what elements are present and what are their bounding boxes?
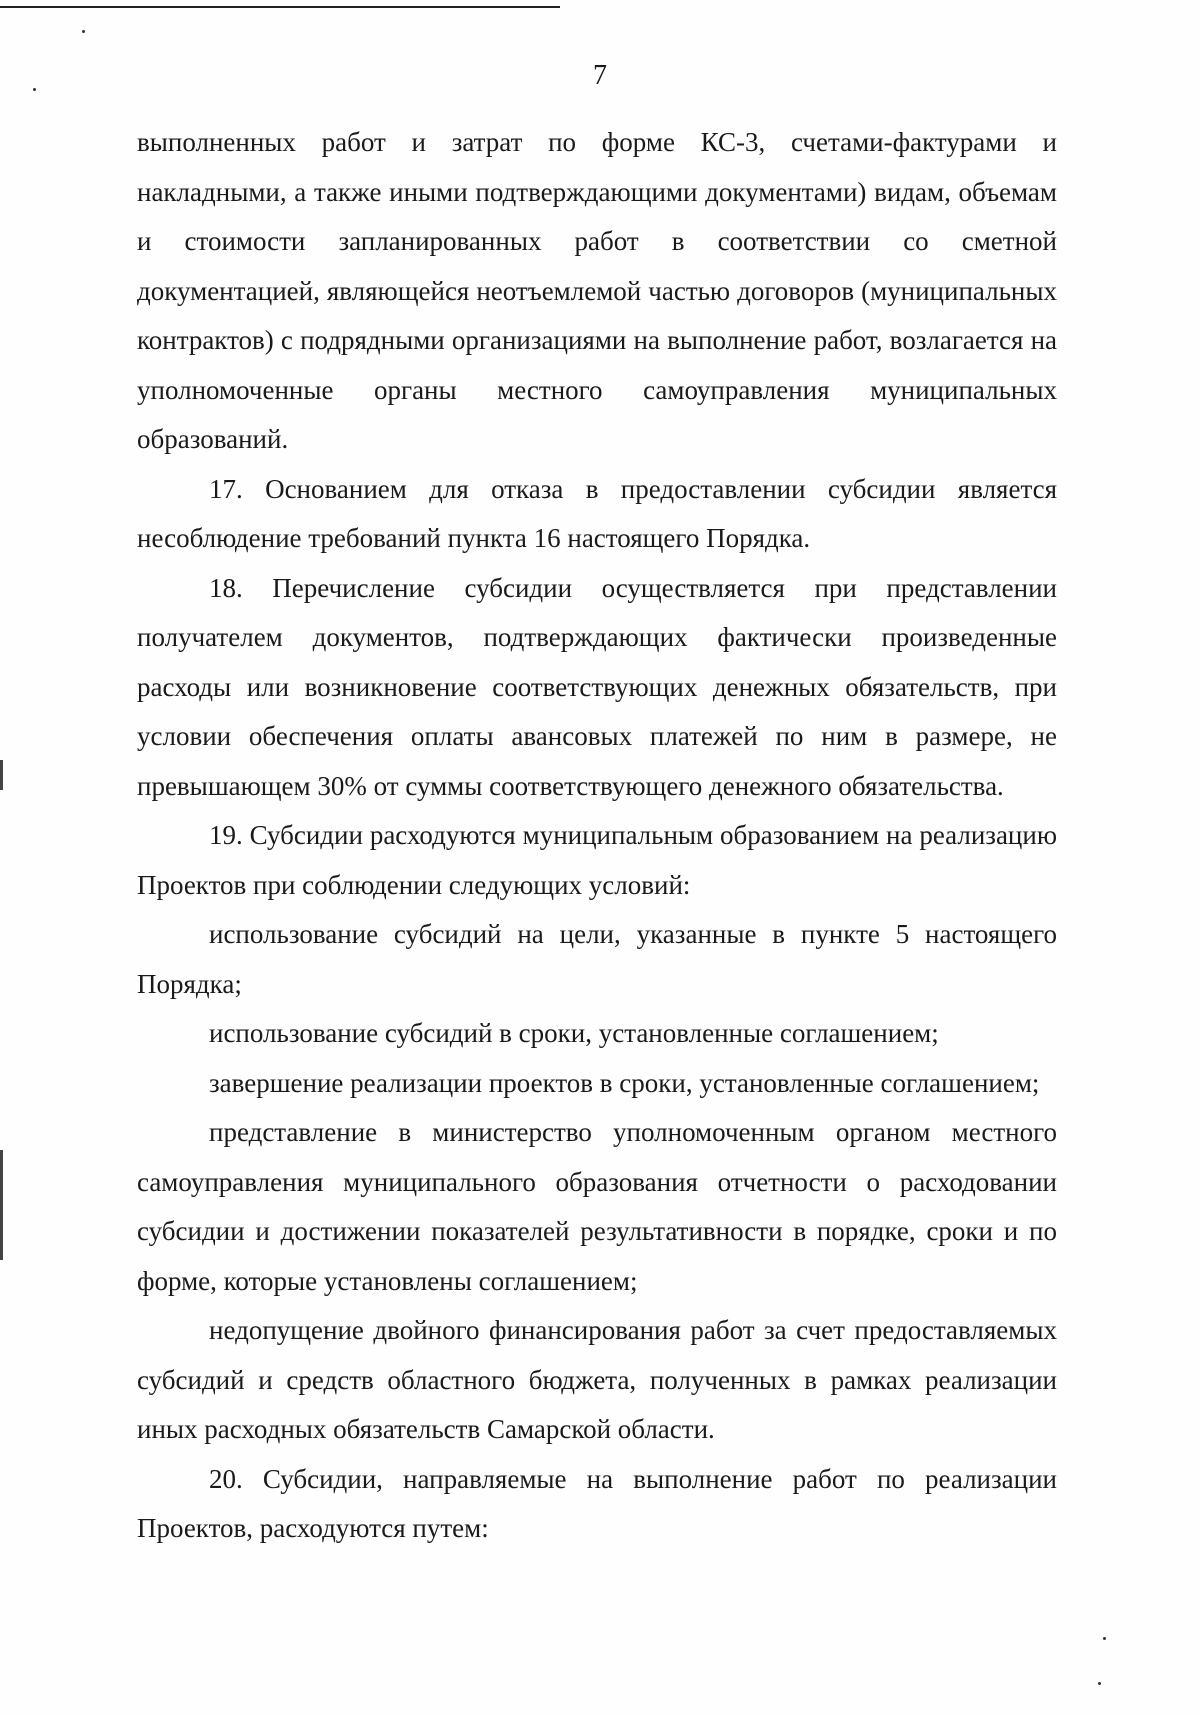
scan-top-line (0, 6, 560, 8)
scan-edge-mark (0, 1150, 3, 1260)
condition-item: представление в министерство уполномоченным органом местного самоуправления муниципального образования отчетности о расходовании субсидии и достижении показателей результативности в порядке, сроки и по форме, которые установлены соглашением; (137, 1117, 1057, 1296)
scan-speck (1103, 1637, 1106, 1640)
condition-item: использование субсидий на цели, указанные в пункте 5 настоящего Порядка; (137, 919, 1057, 999)
condition-item: завершение реализации проектов в сроки, установленные соглашением; (209, 1067, 1040, 1098)
paragraph-continuation: выполненных работ и затрат по форме КС-3, счетами-фактурами и накладными, а также иными подтверждающими документами) видам, объемам и стоимости запланированных работ в соответствии со сметной документацией, являющейся неотъемлемой частью договоров (муниципальных контрактов) с подрядными организациями на выполнение работ, возлагается на уполномоченные органы местного самоуправления муниципальных образований. (137, 127, 1057, 454)
scan-speck (82, 30, 85, 33)
condition-item: использование субсидий в сроки, установленные соглашением; (209, 1018, 939, 1048)
scan-edge-mark (0, 760, 3, 790)
condition-item: недопущение двойного финансирования работ за счет предоставляемых субсидий и средств областного бюджета, полученных в рамках реализации иных расходных обязательств Самарской области. (137, 1315, 1057, 1444)
paragraph-17: 17. Основанием для отказа в предоставлении субсидии является несоблюдение требований пункта 16 настоящего Порядка. (137, 473, 1057, 553)
document-body (137, 118, 1057, 1554)
paragraph-18: 18. Перечисление субсидии осуществляется при представлении получателем документов, подтверждающих фактически произведенные расходы или возникновение соответствующих денежных обязательств, при условии обеспечения оплаты авансовых платежей по ним в размере, не превышающем 30% от суммы соответствующего денежного обязательства. (137, 572, 1057, 801)
page-number: 7 (593, 60, 607, 91)
scan-speck (1098, 1682, 1101, 1685)
paragraph-20: 20. Субсидии, направляемые на выполнение работ по реализации Проектов, расходуются путем: (137, 1463, 1057, 1543)
paragraph-19: 19. Субсидии расходуются муниципальным образованием на реализацию Проектов при соблюдении следующих условий: (137, 820, 1057, 900)
